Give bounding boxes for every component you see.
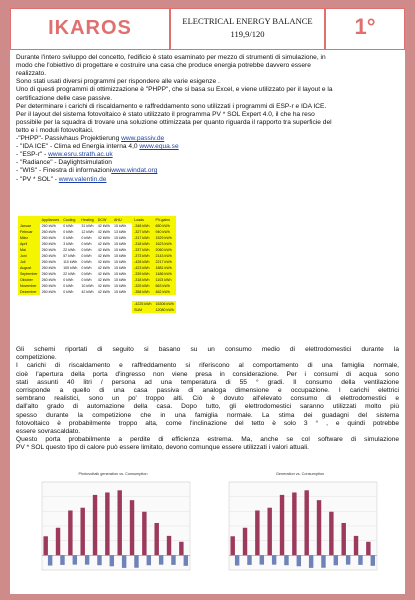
body-line: corrisponde a quello di una casa passiva di analoga dimensione e occupazione. I carichi elettrici xyxy=(16,387,399,394)
table-cell: Juni xyxy=(18,253,40,259)
bar xyxy=(110,555,114,566)
table-cell: 0 kWh xyxy=(81,242,92,246)
bar xyxy=(280,495,284,555)
table-cell: 0 kWh xyxy=(81,236,92,240)
bar xyxy=(260,555,264,564)
table-cell: 0 kWh xyxy=(81,278,92,282)
logo: IKAROS xyxy=(48,17,132,39)
table-cell: 260 kWh xyxy=(41,266,56,270)
table-cell: -373 kWh xyxy=(132,253,153,259)
bar xyxy=(358,555,362,565)
table-cell: 42 kWh xyxy=(97,260,110,264)
table-cell: 0 kWh xyxy=(63,230,74,234)
bar xyxy=(317,500,321,555)
table-cell: 663 kWh xyxy=(154,283,176,289)
table-cell: 1881 kWh xyxy=(154,265,176,271)
table-cell: 1623 kWh xyxy=(154,241,176,247)
bar xyxy=(346,555,350,564)
table-cell: 12080 kWh xyxy=(155,308,174,312)
program-label: -"PHPP"- Passivhaus Projektierung xyxy=(16,135,122,142)
table-cell: -339 kWh xyxy=(132,271,153,277)
table-cell: 42 kWh xyxy=(97,278,110,282)
table-cell xyxy=(18,216,40,223)
table-cell: 15 kWh xyxy=(113,254,127,258)
table-cell: 0 kWh xyxy=(63,224,74,228)
table-cell: 15 kWh xyxy=(113,260,127,264)
bar xyxy=(309,555,313,568)
table-cell: Oktober xyxy=(18,277,40,283)
body-line: Gli schemi riportati di seguito si basano su un consumo medio di elettrodomestici durante la xyxy=(16,346,399,353)
table-cell: 1486 kWh xyxy=(154,271,176,277)
table-cell: 42 kWh xyxy=(97,272,110,276)
bar xyxy=(93,495,97,555)
table-cell: -348 kWh xyxy=(132,223,153,229)
table-cell: 16306 kWh xyxy=(155,302,174,306)
bar xyxy=(105,492,109,555)
program-item xyxy=(16,151,113,159)
table-cell: 1529 kWh xyxy=(154,235,176,241)
table-cell: -318 kWh xyxy=(132,241,153,247)
body-line: spesso durante la competizione che in una famiglia normale. La stima dei guadagni del sistema xyxy=(16,411,399,419)
table-cell: 0 kWh xyxy=(81,254,92,258)
bar xyxy=(341,523,345,555)
bar xyxy=(56,528,60,556)
intro-line: realizzato. xyxy=(16,70,47,78)
table-cell: 105 kWh xyxy=(63,266,78,270)
table-cell: 15 kWh xyxy=(113,242,127,246)
table-cell: 260 kWh xyxy=(41,290,56,294)
program-label: - "Radiance" - Daylightsimulation xyxy=(16,159,112,167)
program-item xyxy=(16,167,157,175)
intro-line: tetto e i moduli fotovoltaici. xyxy=(16,126,94,134)
bar xyxy=(267,508,271,556)
table-cell: 0 kWh xyxy=(81,248,92,252)
table-cell: 15 kWh xyxy=(113,248,127,252)
table-cell: 260 kWh xyxy=(41,242,56,246)
table-cell: 0 kWh xyxy=(81,266,92,270)
table-cell: 260 kWh xyxy=(41,278,56,282)
bar xyxy=(272,555,276,564)
table-cell: Appliances xyxy=(41,217,60,222)
table-cell: 0 kWh xyxy=(63,236,74,240)
bar xyxy=(85,555,89,564)
table-cell: 42 kWh xyxy=(97,224,110,228)
table-cell: 42 kWh xyxy=(97,242,110,246)
bar xyxy=(230,536,234,555)
table-cell: 22 kWh xyxy=(63,248,76,252)
program-link[interactable]: www.windat.org xyxy=(111,167,158,175)
table-cell: März xyxy=(18,235,40,241)
bar xyxy=(73,555,77,564)
table-cell: 260 kWh xyxy=(41,284,56,288)
table-cell xyxy=(112,307,128,313)
table-cell: -318 kWh xyxy=(132,277,153,283)
bar xyxy=(179,542,183,556)
intro-line: modo che l'obiettivo di progettare e costruire una casa che produce energia potrebbe davvero essere xyxy=(16,62,311,70)
bar xyxy=(292,492,296,555)
table-cell: -327 kWh xyxy=(132,229,153,235)
table-cell: 10 kWh xyxy=(81,284,94,288)
table-cell: 42 kWh xyxy=(97,254,110,258)
table-cell: -4225 kWh xyxy=(134,302,152,306)
table-cell: 462 kWh xyxy=(154,289,176,295)
table-cell: 15 kWh xyxy=(113,272,127,276)
bar xyxy=(184,555,188,566)
table-cell: 31 kWh xyxy=(81,224,94,228)
table-cell: 650 kWh xyxy=(154,223,176,229)
bar xyxy=(354,536,358,555)
bar xyxy=(142,512,146,556)
chart-title: Generation vs. Consumption xyxy=(275,472,325,476)
table-cell: 0 kWh xyxy=(81,272,92,276)
bar xyxy=(159,555,163,564)
bar xyxy=(154,523,158,555)
table-cell: 42 kWh xyxy=(81,290,94,294)
table-cell: 57 kWh xyxy=(63,254,76,258)
table-cell: 260 kWh xyxy=(41,248,56,252)
intro-line: Per il layout del sistema fotovoltaico è stato utilizzato il programma PV * SOL Expert 4.0, il che ha reso xyxy=(16,110,315,118)
table-cell: 13 kWh xyxy=(113,230,127,234)
table-cell xyxy=(61,307,79,313)
body-line: fotovoltaico è probabilmente troppo alta, come l'inclinazione del tetto è solo 3 ° , e quindi potrebbe xyxy=(16,419,399,427)
table-cell: Loads xyxy=(132,216,153,223)
table-cell: 2060 kWh xyxy=(154,247,176,253)
table-cell: Juli xyxy=(18,259,40,265)
table-cell: -317 kWh xyxy=(132,235,153,241)
page-number-box xyxy=(325,8,405,50)
bar xyxy=(171,555,175,565)
table-cell: AHU xyxy=(112,216,128,223)
table-cell: 12 kWh xyxy=(81,230,94,234)
table-cell: 15 kWh xyxy=(113,284,127,288)
table-cell: 260 kWh xyxy=(41,254,56,258)
table-cell: 15 kWh xyxy=(113,236,127,240)
page-subtitle: 119,9/120 xyxy=(230,29,265,39)
table-cell: 0 kWh xyxy=(63,284,74,288)
bar xyxy=(297,555,301,566)
bar xyxy=(80,508,84,556)
table-cell: 260 kWh xyxy=(41,224,56,228)
table-cell: 260 kWh xyxy=(41,236,56,240)
bar xyxy=(134,555,138,567)
title-box xyxy=(170,8,325,50)
intro-line: Sono stati usati diversi programmi per rispondere alle varie esigenze . xyxy=(16,78,220,86)
document-page xyxy=(10,8,405,594)
bar xyxy=(43,536,47,555)
table-cell: 22 kWh xyxy=(63,272,76,276)
chart-generation-consumption xyxy=(215,470,385,578)
page-header xyxy=(10,8,405,50)
bar xyxy=(117,490,121,555)
table-cell xyxy=(96,307,112,313)
intro-line: Durante l'intero sviluppo del concetto, l'edificio è stato esaminato per mezzo di strumenti di simulazione, in xyxy=(16,54,326,61)
table-cell: 15 kWh xyxy=(113,266,127,270)
table-cell: Dezember xyxy=(18,289,40,295)
body-line: dall'alto grado di automazione della casa. Dopo tutto, gli elettrodomestici saranno utilizzati molto più xyxy=(16,403,399,411)
intro-line: possibile per la squadra di trovare una soluzione ottimizzata per quanto riguarda il rapporto tra superficie del xyxy=(16,118,332,126)
chart-svg xyxy=(215,470,385,578)
table-cell: 42 kWh xyxy=(97,290,110,294)
program-label: - "WIS" - Finestra di informazioni xyxy=(16,167,112,175)
bar xyxy=(366,542,370,556)
body-line: cioè l'apertura della porta d'ingresso non viene presa in considerazione. Per i consumi di acqua sono xyxy=(16,370,399,378)
program-link[interactable]: www.equa.se xyxy=(139,143,179,151)
table-cell: 0 kWh xyxy=(63,278,74,282)
table-cell: 42 kWh xyxy=(97,266,110,270)
table-cell: 42 kWh xyxy=(97,236,110,240)
program-link[interactable]: www.valentin.de xyxy=(58,175,107,183)
intro-line: Per determinare i carichi di riscaldamento e raffreddamento sono utilizzati i programmi di ESP-r e IDA ICE. xyxy=(16,102,327,110)
table-cell xyxy=(40,307,62,313)
table-cell: -337 kWh xyxy=(132,247,153,253)
table-cell: 0 kWh xyxy=(81,260,92,264)
table-cell xyxy=(79,307,95,313)
page-title: ELECTRICAL ENERGY BALANCE xyxy=(182,16,313,26)
table-cell xyxy=(18,307,40,313)
intro-line: certificazione delle case passive. xyxy=(16,94,113,102)
program-item xyxy=(16,143,179,151)
chart-svg xyxy=(28,470,198,578)
logo-box xyxy=(10,8,170,50)
bar xyxy=(97,555,101,565)
table-cell: 15 kWh xyxy=(113,278,127,282)
program-link[interactable]: www.passiv.de xyxy=(121,135,165,142)
table-cell: -428 kWh xyxy=(132,259,153,265)
bar xyxy=(48,555,52,565)
table-cell: DCW xyxy=(96,216,112,223)
table-cell: 260 kWh xyxy=(41,260,56,264)
table-cell: PV-gains xyxy=(154,216,176,223)
body-line: stati assunti 40 litri / persona ad una temperatura di 55 ° gradi. Il consumo della ventilazione xyxy=(16,378,399,386)
bar xyxy=(122,555,126,568)
table-cell: 2143 kWh xyxy=(154,253,176,259)
table-cell: 110 kWh xyxy=(63,260,78,264)
table-cell: 2217 kWh xyxy=(154,259,176,265)
bar xyxy=(147,555,151,565)
table-cell: August xyxy=(18,265,40,271)
program-item xyxy=(16,159,112,167)
table-cell: -423 kWh xyxy=(132,265,153,271)
body-line: Questo porta probabilmente a perdite di efficienza estrema. Ma, anche se col software di simulazione xyxy=(16,436,399,444)
table-cell: Februar xyxy=(18,229,40,235)
table-cell: Heating xyxy=(81,217,94,222)
bar xyxy=(243,528,247,556)
chart-pv-generation xyxy=(28,470,198,578)
body-line: sembrano realistici, sono un po' troppo alti. Ciò è dovuto all'elevato consumo di elettrodomestici e xyxy=(16,395,399,403)
intro-line: Uno di questi programmi di ottimizzazione è "PHPP", che si basa su Excel, e viene utilizzato per il layout e la xyxy=(16,86,333,94)
bar xyxy=(68,510,72,555)
table-cell: 3 kWh xyxy=(63,242,74,246)
table-cell: 940 kWh xyxy=(154,229,176,235)
table-cell: September xyxy=(20,272,38,276)
table-cell: 42 kWh xyxy=(97,248,110,252)
table-cell: 0 kWh xyxy=(63,290,74,294)
chart-title: Photovoltaik generation vs. Consumption xyxy=(78,472,148,476)
program-item xyxy=(16,135,164,143)
bar xyxy=(321,555,325,567)
table-cell: 42 kWh xyxy=(97,284,110,288)
bar xyxy=(334,555,338,565)
program-label: - "ESP-r" - xyxy=(16,151,49,159)
body-line: I carichi di riscaldamento e raffreddamento si riferiscono al comportamento di una famiglia normale, xyxy=(16,362,399,370)
energy-table xyxy=(18,216,176,313)
bar xyxy=(130,500,134,555)
bar xyxy=(304,490,308,555)
table-cell: November xyxy=(18,283,40,289)
bar xyxy=(235,555,239,565)
bar xyxy=(329,512,333,556)
program-item xyxy=(16,176,106,184)
table-cell: 15 kWh xyxy=(113,290,127,294)
table-cell: Mai xyxy=(18,247,40,253)
bar xyxy=(247,555,251,565)
page-number: 1° xyxy=(354,14,376,39)
body-line: PV * SOL questo tipo di calore può essere limitato, devono comunque essere utilizzati i valori attuali. xyxy=(16,444,309,452)
body-line: competizione. xyxy=(16,354,57,362)
program-label: - "IDA ICE" - Clima ed Energia interna 4,0 xyxy=(16,143,140,151)
table-cell: SUM xyxy=(132,307,153,313)
table-cell: 260 kWh xyxy=(41,272,56,276)
table-cell: 1103 kWh xyxy=(154,277,176,283)
bar xyxy=(167,536,171,555)
bar xyxy=(60,555,64,565)
table-cell: 42 kWh xyxy=(97,230,110,234)
program-link[interactable]: www.esru.strath.ac.uk xyxy=(48,151,113,159)
table-header-row xyxy=(18,216,176,223)
body-line: essere sovrascaldato. xyxy=(16,428,81,435)
bar xyxy=(371,555,375,566)
table-sum-row xyxy=(18,307,176,313)
program-label: - "PV * SOL" - xyxy=(16,175,59,183)
table-cell: April xyxy=(18,241,40,247)
table-cell: Januar xyxy=(18,223,40,229)
table-cell: -325 kWh xyxy=(132,283,153,289)
table-cell: -358 kWh xyxy=(132,289,153,295)
bar xyxy=(284,555,288,565)
table-cell: Cooling xyxy=(61,216,79,223)
bar xyxy=(255,510,259,555)
table-cell: 260 kWh xyxy=(41,230,56,234)
table-cell: 15 kWh xyxy=(113,224,127,228)
